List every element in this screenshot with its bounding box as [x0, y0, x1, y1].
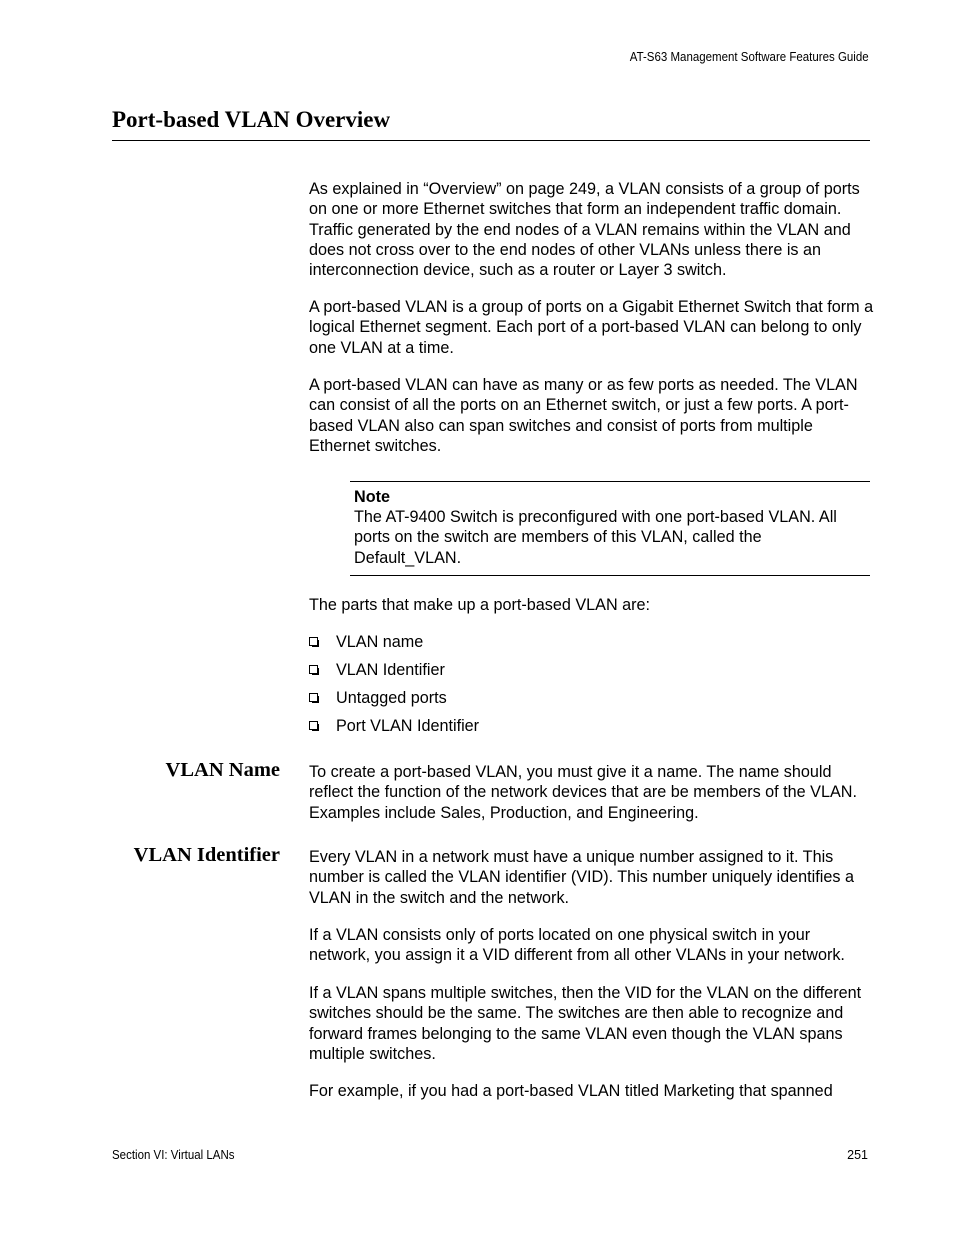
note-label: Note — [354, 488, 390, 506]
vlan-identifier-paragraph-1 — [309, 847, 874, 908]
vlan-identifier-heading: VLAN Identifier — [133, 844, 280, 866]
intro-paragraph-2 — [309, 297, 874, 358]
note-box — [350, 481, 870, 576]
checkbox-bullet-icon — [309, 665, 318, 674]
vlan-name-paragraph — [309, 762, 874, 823]
vlan-identifier-paragraph-2 — [309, 925, 874, 966]
checkbox-bullet-icon — [309, 693, 318, 702]
checkbox-bullet-icon — [309, 721, 318, 730]
page-title: Port-based VLAN Overview — [112, 107, 391, 132]
note-text: The AT-9400 Switch is preconfigured with one port-based VLAN. All ports on the switch are members of this VLAN, called the Default_VLAN. — [354, 508, 837, 567]
paragraph-text: To create a port-based VLAN, you must give it a name. The name should reflect the function of the network devices that are be members of the VLAN. Examples include Sales, Production, and Engineering. — [309, 763, 857, 822]
parts-intro — [309, 595, 874, 615]
paragraph-text: If a VLAN spans multiple switches, then the VID for the VLAN on the different switches should be the same. The switches are then able to recognize and forward frames belonging to the same VLAN even though the VLAN spans multiple switches. — [309, 984, 862, 1063]
paragraph-text: Every VLAN in a network must have a unique number assigned to it. This number is called the VLAN identifier (VID). This number uniquely identifies a VLAN in the switch and the network. — [309, 848, 854, 907]
page-number: 251 — [847, 1148, 868, 1162]
checkbox-bullet-icon — [309, 637, 318, 646]
list-item-label: VLAN name — [336, 633, 424, 651]
intro-paragraph-1 — [309, 179, 874, 280]
paragraph-text: As explained in “Overview” on page 249, a VLAN consists of a group of ports on one or more Ethernet switches that form an independent traffic domain. Traffic generated by the end nodes of a VLAN remains within the VLAN and does not cross over to the end nodes of other VLANs unless there is an interconnection device, such as a router or Layer 3 switch. — [309, 180, 860, 280]
paragraph-text: The parts that make up a port-based VLAN are: — [309, 596, 651, 614]
list-item-label: Port VLAN Identifier — [336, 717, 480, 735]
intro-paragraph-3 — [309, 375, 874, 456]
vlan-name-heading: VLAN Name — [165, 759, 280, 781]
list-item-label: Untagged ports — [336, 689, 447, 707]
paragraph-text: For example, if you had a port-based VLAN titled Marketing that spanned — [309, 1082, 833, 1100]
paragraph-text: A port-based VLAN is a group of ports on a Gigabit Ethernet Switch that form a logical Ethernet segment. Each port of a port-based VLAN can belong to only one VLAN at a time. — [309, 298, 874, 357]
running-header: AT-S63 Management Software Features Guide — [630, 50, 869, 64]
vlan-identifier-paragraph-4 — [309, 1081, 874, 1101]
footer-section: Section VI: Virtual LANs — [112, 1148, 235, 1162]
vlan-identifier-paragraph-3 — [309, 983, 874, 1064]
paragraph-text: If a VLAN consists only of ports located on one physical switch in your network, you assign it a VID different from all other VLANs in your network. — [309, 926, 845, 965]
list-item-label: VLAN Identifier — [336, 661, 445, 679]
paragraph-text: A port-based VLAN can have as many or as few ports as needed. The VLAN can consist of all the ports on an Ethernet switch, or just a few ports. A port-based VLAN also can span switches and consist of ports from multiple Ethernet switches. — [309, 376, 858, 455]
title-divider — [112, 140, 870, 141]
